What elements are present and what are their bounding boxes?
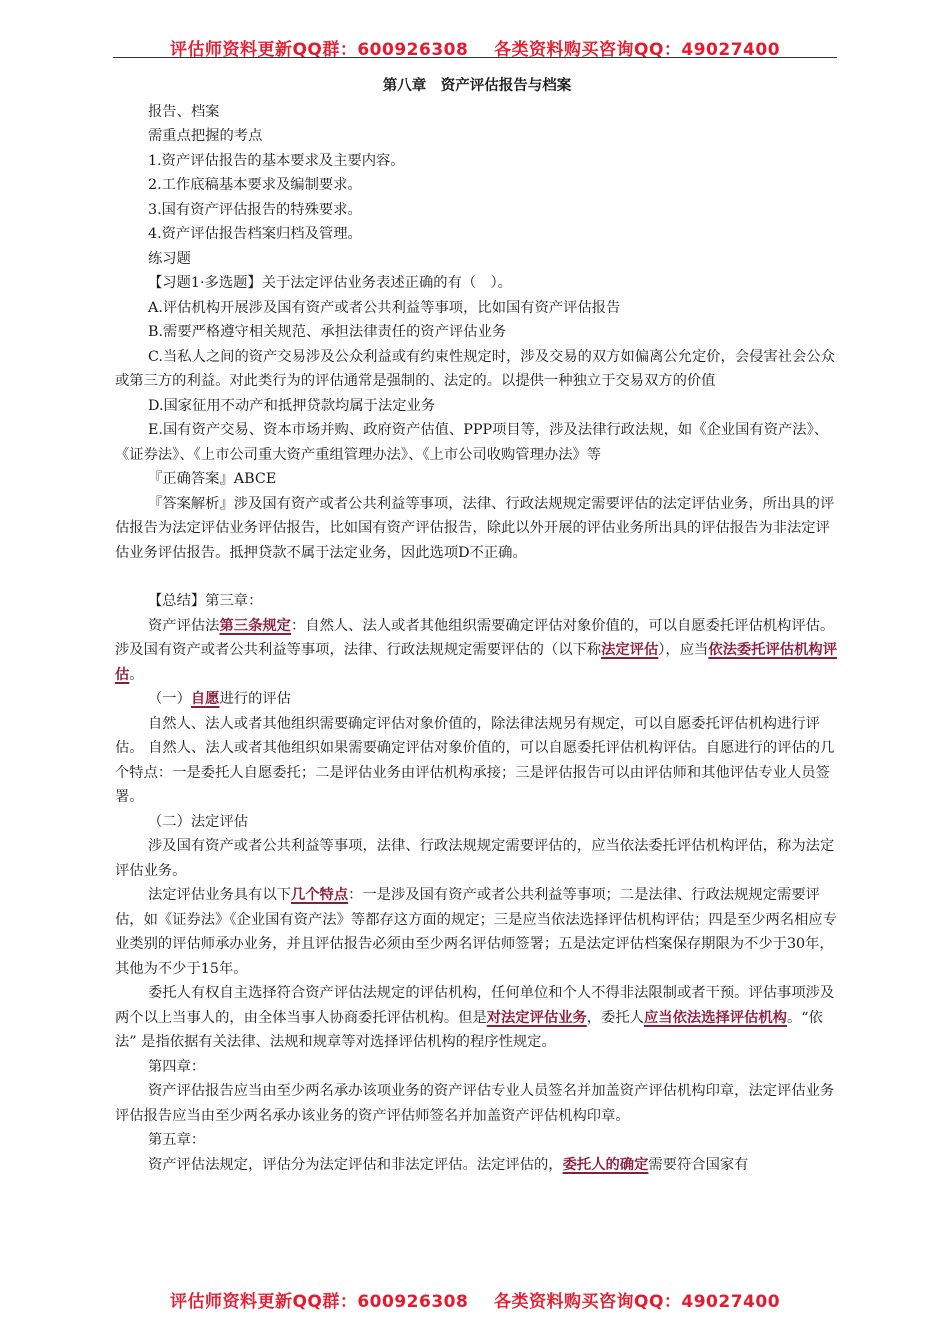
question-option-a: A.评估机构开展涉及国有资产或者公共利益等事项，比如国有资产评估报告 bbox=[148, 299, 621, 316]
highlight-features: 几个特点 bbox=[290, 887, 349, 903]
highlight-client-determination: 委托人的确定 bbox=[562, 1156, 649, 1173]
chapter-5-paragraph: 资产评估法规定，评估分为法定评估和非法定评估。法定评估的，委托人的确定需要符合国家有 bbox=[148, 1156, 749, 1173]
highlight-statutory-business: 对法定评估业务 bbox=[486, 1009, 587, 1026]
key-points-heading: 需重点把握的考点 bbox=[148, 128, 263, 144]
key-point: 4.资产评估报告档案归档及管理。 bbox=[148, 226, 362, 242]
practice-heading: 练习题 bbox=[148, 250, 191, 267]
question-option-b: B.需要严格遵守相关规范、承担法律责任的资产评估业务 bbox=[148, 324, 507, 340]
statutory-paragraph-1: 涉及国有资产或者公共利益等事项，法律、行政法规规定需要评估的，应当依法委托评估机构评估，称为法定评估业务。 bbox=[115, 838, 835, 879]
highlight-article-3: 第三条规定 bbox=[219, 617, 291, 634]
chapter-4-paragraph: 资产评估报告应当由至少两名承办该项业务的资产评估专业人员签名并加盖资产评估机构印章，法定评估业务评估报告应当由至少两名承办该业务的资产评估师签名并加盖资产评估机构印章。 bbox=[115, 1083, 835, 1124]
chapter-5-heading: 第五章： bbox=[148, 1132, 206, 1148]
statutory-paragraph-3: 委托人有权自主选择符合资产评估法规定的评估机构，任何单位和个人不得非法限制或者干预。评估事项涉及两个以上当事人的，由全体当事人协商委托评估机构。但是对法定评估业务，委托人应当依法选择评估机构。“依法” 是指依据有关法律、法规和规章等对选择评估机构的程序性规定。 bbox=[115, 985, 835, 1050]
spacer bbox=[115, 565, 839, 589]
summary-paragraph-1: 资产评估法第三条规定：自然人、法人或者其他组织需要确定评估对象价值的，可以自愿委托评估机构评估。涉及国有资产或者公共利益等事项，法律、行政法规规定需要评估的（以下称法定评估），应当依法委托评估机构评估。 bbox=[115, 617, 837, 683]
chapter-4-heading: 第四章： bbox=[148, 1058, 206, 1075]
summary-heading: 【总结】第三章： bbox=[148, 593, 263, 609]
question-stem: 【习题1·多选题】关于法定评估业务表述正确的有（ ）。 bbox=[148, 275, 512, 291]
section-statutory-heading: （二）法定评估 bbox=[148, 813, 249, 830]
answer-analysis: 『答案解析』涉及国有资产或者公共利益等事项，法律、行政法规规定需要评估的法定评估业务，所出具的评估报告为法定评估业务评估报告，比如国有资产评估报告，除此以外开展的评估业务所出具的评估报告为非法定评估业务评估报告。抵押贷款不属于法定业务，因此选项D不正确。 bbox=[115, 495, 835, 561]
key-point: 2.工作底稿基本要求及编制要求。 bbox=[148, 177, 362, 193]
key-point: 1.资产评估报告的基本要求及主要内容。 bbox=[148, 152, 405, 169]
highlight-voluntary: 自愿 bbox=[190, 691, 220, 707]
header-banner: 评估师资料更新QQ群：600926308 各类资料购买咨询QQ：49027400 bbox=[169, 40, 781, 60]
question-option-e: E.国有资产交易、资本市场并购、政府资产估值、PPP项目等，涉及法律行政法规，如《企业国有资产法》、《证券法》、《上市公司重大资产重组管理办法》、《上市公司收购管理办法》等 bbox=[115, 422, 829, 463]
highlight-statutory-evaluation: 法定评估 bbox=[601, 642, 659, 658]
voluntary-paragraph: 自然人、法人或者其他组织需要确定评估对象价值的，除法律法规另有规定，可以自愿委托评估机构进行评估。 自然人、法人或者其他组织如果需要确定评估对象价值的，可以自愿委托评估机构评估。自愿进行的评估的几个特点：一是委托人自愿委托；二是评估业务由评估机构承接；三是评估报告可以由评估师和其他评估专业人员签署。 bbox=[115, 715, 835, 805]
question-option-c: C.当私人之间的资产交易涉及公众利益或有约束性规定时，涉及交易的双方如偏离公允定价，会侵害社会公众或第三方的利益。对此类行为的评估通常是强制的、法定的。以提供一种独立于交易双方的价值 bbox=[115, 348, 835, 389]
statutory-paragraph-2: 法定评估业务具有以下几个特点：一是涉及国有资产或者公共利益等事项；二是法律、行政法规规定需要评估，如《证券法》《企业国有资产法》等都存这方面的规定；三是应当依法选择评估机构评估；四是至少两名相应专业类别的评估师承办业务，并且评估报告必须由至少两名评估师签署；五是法定评估档案保存期限为不少于30年，其他为不少于15年。 bbox=[115, 887, 837, 977]
chapter-subtitle: 报告、档案 bbox=[148, 103, 220, 120]
highlight-choose-by-law: 应当依法选择评估机构 bbox=[643, 1009, 787, 1026]
key-point: 3.国有资产评估报告的特殊要求。 bbox=[148, 201, 362, 218]
header-divider bbox=[113, 57, 837, 58]
footer-banner: 评估师资料更新QQ群：600926308 各类资料购买咨询QQ：49027400 bbox=[169, 1292, 781, 1312]
document-body bbox=[115, 74, 839, 1177]
highlight-entrust-by-law: 依法委托评估机构评估 bbox=[115, 642, 837, 683]
question-option-d: D.国家征用不动产和抵押贷款均属于法定业务 bbox=[148, 397, 436, 414]
chapter-title: 第八章 资产评估报告与档案 bbox=[382, 77, 572, 94]
correct-answer: 『正确答案』ABCE bbox=[148, 471, 277, 487]
section-voluntary-heading: （一）自愿进行的评估 bbox=[148, 691, 291, 707]
